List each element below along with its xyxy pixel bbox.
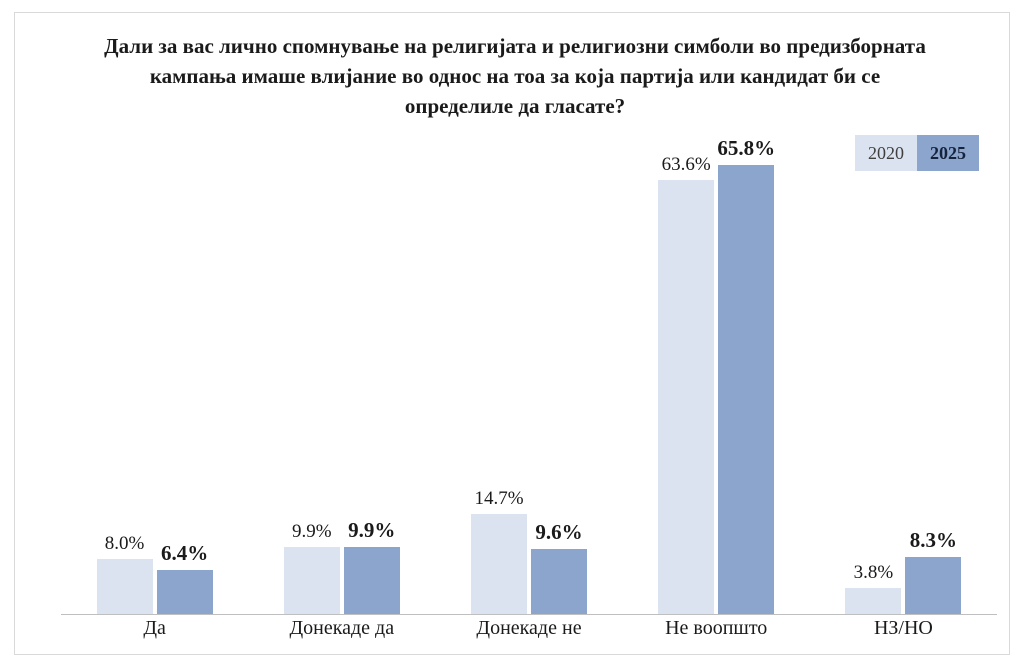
- bar-2020-nz-no[interactable]: [845, 562, 901, 614]
- bar-groups: [61, 123, 997, 614]
- page-title: Дали за вас лично спомнување на религијата и религиозни симболи во предизборната кампања имаше влијание во однос на тоа за која партија или кандидат би се определиле да гласате?: [104, 34, 926, 118]
- bar-2025-ne-voopshto[interactable]: [717, 136, 776, 614]
- bar-2020-donekade-da[interactable]: [284, 520, 340, 615]
- legend-label-2020: 2020: [868, 142, 904, 163]
- x-label-ne-voopshto: Не воопшто: [665, 617, 768, 639]
- x-label-nz-no: НЗ/НО: [873, 617, 933, 639]
- x-label-da: Да: [143, 617, 166, 639]
- bar-group-donekade-ne: [435, 123, 622, 614]
- chart-frame: [14, 12, 1010, 655]
- x-label-donekade-ne: Донекаде не: [476, 617, 582, 639]
- bar-value-2025-donekade-ne: 9.6%: [535, 519, 583, 544]
- bar-2020-ne-voopshto[interactable]: [658, 154, 714, 614]
- x-label-donekade-da: Донекаде да: [289, 617, 395, 639]
- bar-value-2020-donekade-ne: 14.7%: [474, 487, 524, 509]
- bar-2025-da[interactable]: [157, 541, 213, 614]
- bar-value-2020-da: 8.0%: [104, 533, 145, 555]
- bar-value-2020-ne-voopshto: 63.6%: [661, 154, 711, 176]
- bar-group-donekade-da: [248, 123, 435, 614]
- bar-2025-donekade-ne[interactable]: [531, 519, 587, 614]
- bar-2020-da[interactable]: [97, 533, 153, 614]
- bar-value-2025-ne-voopshto: 65.8%: [717, 136, 776, 161]
- x-axis-labels: [61, 617, 997, 640]
- bar-2025-nz-no[interactable]: [905, 528, 961, 614]
- bar-value-2020-nz-no: 3.8%: [853, 562, 894, 584]
- plot-area: [61, 123, 997, 615]
- bar-2025-donekade-da[interactable]: [344, 517, 400, 615]
- bar-value-2025-da: 6.4%: [160, 541, 209, 566]
- bar-value-2025-donekade-da: 9.9%: [348, 517, 396, 542]
- bar-group-nz-no: [810, 123, 997, 614]
- bar-group-da: [61, 123, 248, 614]
- bar-value-2020-donekade-da: 9.9%: [292, 520, 332, 542]
- bar-2020-donekade-ne[interactable]: [471, 487, 527, 614]
- bar-value-2025-nz-no: 8.3%: [909, 528, 958, 553]
- x-axis-line: [61, 614, 997, 615]
- legend-label-2025: 2025: [930, 142, 966, 163]
- bar-group-ne-voopshto: [623, 123, 810, 614]
